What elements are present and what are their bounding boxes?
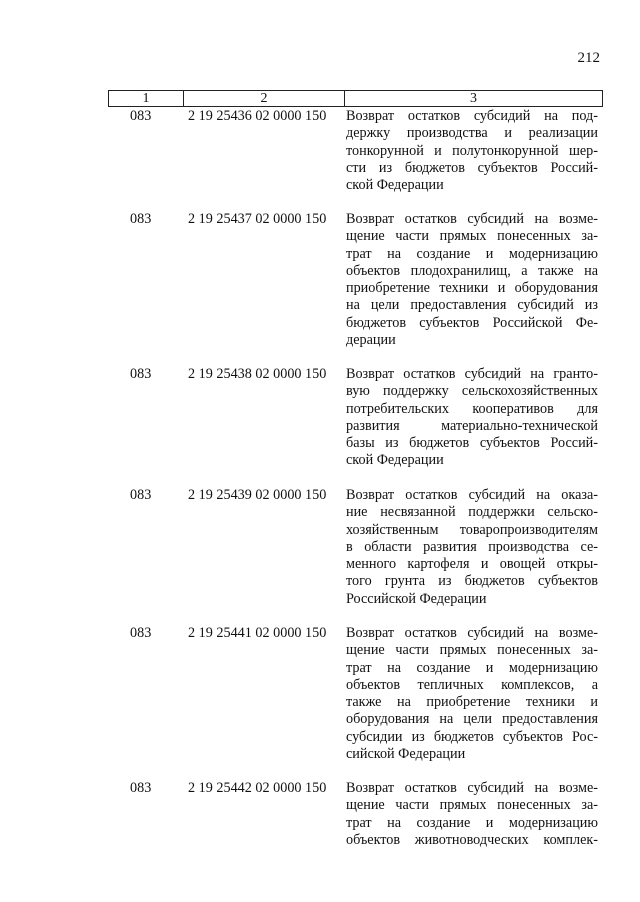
- description-line: Возврат остатков субсидий на под-: [346, 108, 598, 124]
- description-line: ской Федерации: [346, 452, 444, 469]
- admin-code: 083: [130, 780, 152, 796]
- description-line: щение части прямых понесенных за-: [346, 797, 598, 814]
- income-description: [346, 366, 598, 470]
- description-line: держку производства и реализации: [346, 125, 598, 142]
- budget-classification-code: 2 19 25438 02 0000 150: [188, 366, 327, 382]
- description-line: ской Федерации: [346, 177, 444, 194]
- budget-classification-code: 2 19 25436 02 0000 150: [188, 108, 327, 124]
- admin-code: 083: [130, 108, 152, 124]
- header-col-2: 2: [184, 91, 345, 106]
- description-line: хозяйственным товаропроизводителям: [346, 521, 598, 538]
- description-line: приобретение техники и оборудования: [346, 280, 598, 297]
- description-line: субсидии из бюджетов субъектов Рос-: [346, 728, 598, 745]
- budget-classification-code: 2 19 25439 02 0000 150: [188, 487, 327, 503]
- description-line: трат на создание и модернизацию: [346, 659, 598, 676]
- description-line: Возврат остатков субсидий на возме-: [346, 625, 598, 641]
- page-number: 212: [577, 50, 600, 66]
- admin-code: 083: [130, 211, 152, 227]
- description-line: тонкорунной и полутонкорунной шер-: [346, 142, 598, 159]
- description-line: на цели предоставления субсидий из: [346, 297, 598, 314]
- description-line: трат на создание и модернизацию: [346, 814, 598, 831]
- description-line: оборудования на цели предоставления: [346, 711, 598, 728]
- income-description: [346, 211, 598, 349]
- admin-code: 083: [130, 625, 152, 641]
- description-line: в области развития производства се-: [346, 538, 598, 555]
- header-col-1: 1: [109, 91, 184, 106]
- description-line: развития материально-технической: [346, 417, 598, 434]
- table-header: [108, 90, 603, 107]
- description-line: щение части прямых понесенных за-: [346, 228, 598, 245]
- description-line: Возврат остатков субсидий на возме-: [346, 211, 598, 227]
- description-line: также на приобретение техники и: [346, 694, 598, 711]
- income-description: [346, 487, 598, 608]
- budget-classification-code: 2 19 25437 02 0000 150: [188, 211, 327, 227]
- description-line: Возврат остатков субсидий на оказа-: [346, 487, 598, 503]
- description-line: бюджетов субъектов Российской Фе-: [346, 314, 598, 331]
- description-line: Российской Федерации: [346, 590, 487, 607]
- description-line: трат на создание и модернизацию: [346, 245, 598, 262]
- description-line: Возврат остатков субсидий на гранто-: [346, 366, 598, 382]
- description-line: потребительских кооперативов для: [346, 400, 598, 417]
- income-description: [346, 625, 598, 763]
- description-line: вую поддержку сельскохозяйственных: [346, 383, 598, 400]
- description-line: дерации: [346, 332, 396, 349]
- description-line: сийской Федерации: [346, 746, 466, 763]
- description-line: объектов животноводческих комплек-: [346, 831, 598, 848]
- budget-classification-code: 2 19 25442 02 0000 150: [188, 780, 327, 796]
- description-line: объектов тепличных комплексов, а: [346, 676, 598, 693]
- admin-code: 083: [130, 487, 152, 503]
- description-line: менного картофеля и овощей откры-: [346, 556, 598, 573]
- description-line: ние несвязанной поддержки сельско-: [346, 504, 598, 521]
- income-description: [346, 108, 598, 194]
- header-col-3: 3: [470, 91, 477, 106]
- description-line: Возврат остатков субсидий на возме-: [346, 780, 598, 796]
- description-line: щение части прямых понесенных за-: [346, 642, 598, 659]
- description-line: того грунта из бюджетов субъектов: [346, 573, 598, 590]
- income-description: [346, 780, 598, 849]
- admin-code: 083: [130, 366, 152, 382]
- description-line: объектов плодохранилищ, а также на: [346, 262, 598, 279]
- description-line: сти из бюджетов субъектов Россий-: [346, 159, 598, 176]
- budget-classification-code: 2 19 25441 02 0000 150: [188, 625, 327, 641]
- description-line: базы из бюджетов субъектов Россий-: [346, 435, 598, 452]
